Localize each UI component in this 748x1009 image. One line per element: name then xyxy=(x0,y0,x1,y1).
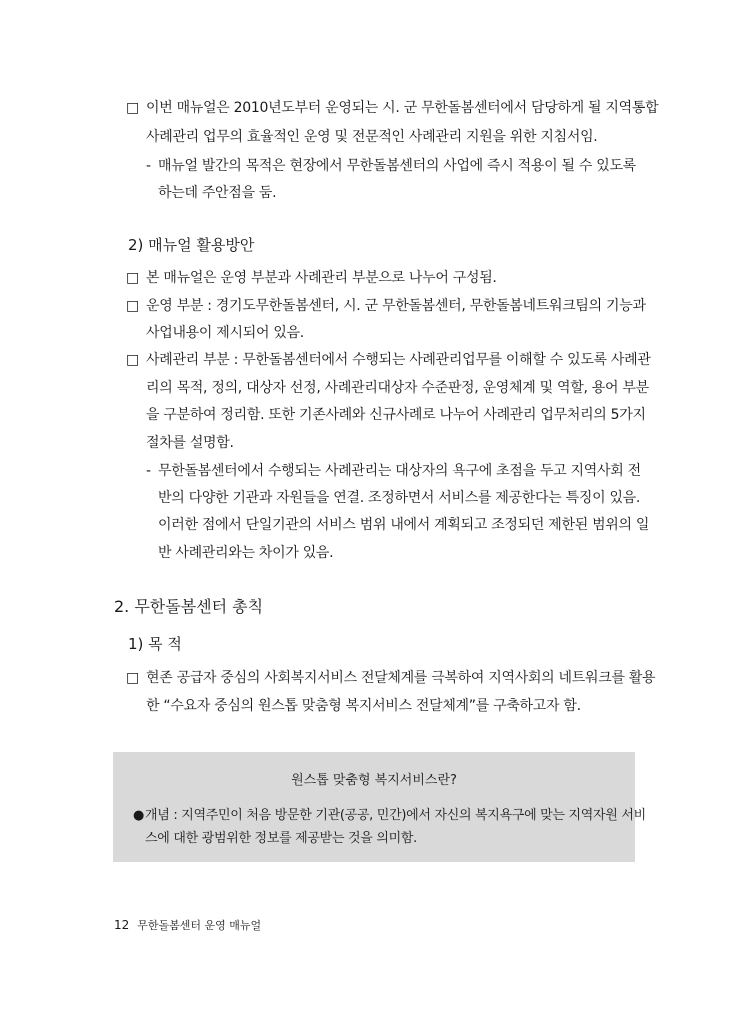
paragraph-line: 을 구분하여 정리함. 또한 기존사례와 신규사례로 나누어 사례관리 업무처리의 5가지 xyxy=(146,407,646,423)
checkbox-bullet: □ xyxy=(126,670,139,686)
page-number: 12 xyxy=(114,918,130,932)
paragraph-line: 한 “수요자 중심의 원스톱 맞춤형 복지서비스 전달체계”를 구축하고자 함. xyxy=(146,698,581,714)
page-footer xyxy=(114,917,261,934)
paragraph-line: 리의 목적, 정의, 대상자 선정, 사례관리대상자 수준판정, 운영체계 및 역할, 용어 부분 xyxy=(146,380,649,396)
bullet-icon: ● xyxy=(133,808,145,823)
section-heading: 1) 목 적 xyxy=(128,635,182,653)
paragraph-line: 반의 다양한 기관과 자원들을 연결. 조정하면서 서비스를 제공한다는 특징이 있음. xyxy=(158,490,641,506)
paragraph-line: 사례관리 부분 : 무한돌봄센터에서 수행되는 사례관리업무를 이해할 수 있도록 사례관 xyxy=(146,352,651,368)
checkbox-bullet: □ xyxy=(126,352,139,368)
paragraph-line: 반 사례관리와는 차이가 있음. xyxy=(158,545,334,561)
paragraph-line: 이러한 점에서 단일기관의 서비스 범위 내에서 계획되고 조정되던 제한된 범위의 일 xyxy=(158,517,650,533)
section-heading: 2) 매뉴얼 활용방안 xyxy=(128,236,255,254)
paragraph-line: 절차를 설명함. xyxy=(146,435,234,451)
paragraph-line: 무한돌봄센터에서 수행되는 사례관리는 대상자의 욕구에 초점을 두고 지역사회 전 xyxy=(158,463,641,479)
concept-box xyxy=(113,752,646,862)
paragraph-line: 운영 부분 : 경기도무한돌봄센터, 시. 군 무한돌봄센터, 무한돌봄네트워크팀의 기능과 xyxy=(146,298,646,314)
dash-bullet: - xyxy=(146,158,151,174)
checkbox-bullet: □ xyxy=(126,270,139,286)
paragraph-line: 사업내용이 제시되어 있음. xyxy=(146,325,304,341)
paragraph-line: 매뉴얼 발간의 목적은 현장에서 무한돌봄센터의 사업에 즉시 적용이 될 수 있도록 xyxy=(158,158,636,174)
concept-box-line: 스에 대한 광범위한 정보를 제공받는 것을 의미함. xyxy=(145,831,417,846)
checkbox-bullet: □ xyxy=(126,298,139,314)
paragraph-line: 사례관리 업무의 효율적인 운영 및 전문적인 사례관리 지원을 위한 지침서임. xyxy=(146,129,598,145)
paragraph-line: 이번 매뉴얼은 2010년도부터 운영되는 시. 군 무한돌봄센터에서 담당하게 될 지역통합 xyxy=(146,100,659,116)
paragraph-line: 하는데 주안점을 둠. xyxy=(158,185,277,201)
paragraph-line: 현존 공급자 중심의 사회복지서비스 전달체계를 극복하여 지역사회의 네트워크를 활용 xyxy=(146,670,656,686)
footer-title: 무한돌봄센터 운영 매뉴얼 xyxy=(137,919,262,932)
dash-bullet: - xyxy=(146,463,151,479)
checkbox-bullet: □ xyxy=(126,100,139,116)
chapter-heading: 2. 무한돌봄센터 총칙 xyxy=(114,597,264,616)
concept-box-title: 원스톱 맞춤형 복지서비스란? xyxy=(291,773,457,788)
paragraph-line: 본 매뉴얼은 운영 부분과 사례관리 부분으로 나누어 구성됨. xyxy=(146,270,497,286)
concept-box-line: 개념 : 지역주민이 처음 방문한 기관(공공, 민간)에서 자신의 복지욕구에 맞는 지역자원 서비 xyxy=(145,808,646,823)
